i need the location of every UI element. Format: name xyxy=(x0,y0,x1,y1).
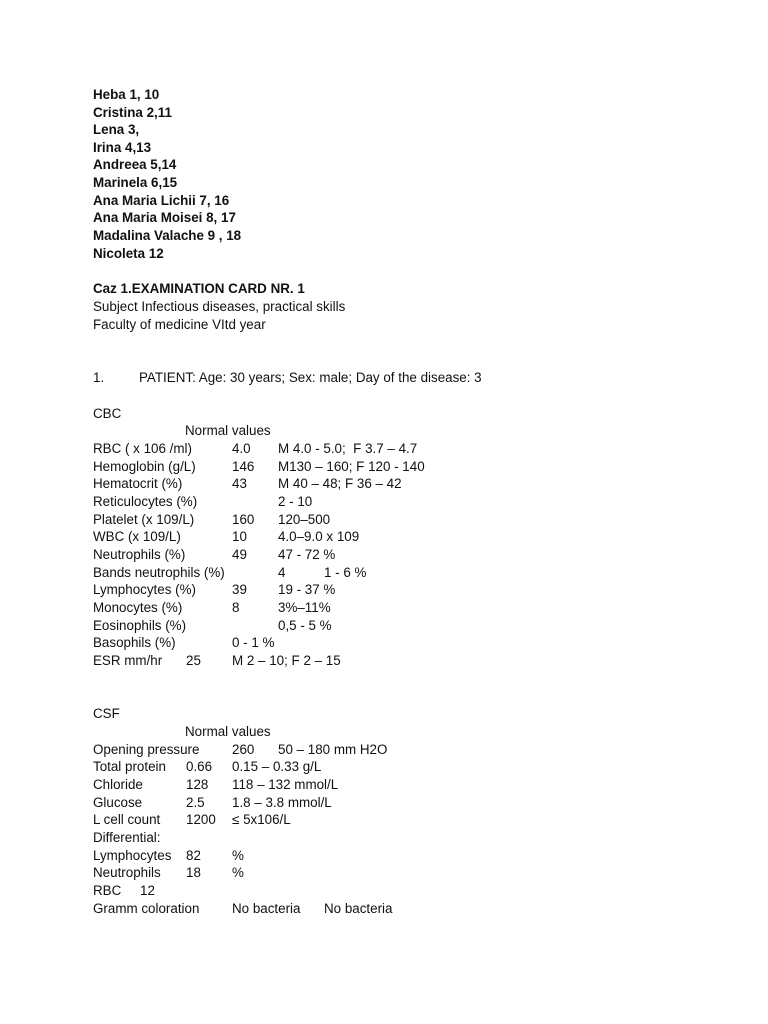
csf-row-value: 18 xyxy=(186,865,201,880)
csf-row-value: 2.5 xyxy=(186,795,205,810)
cbc-row-normal: M130 – 160; F 120 - 140 xyxy=(278,459,425,474)
assignment-line: Madalina Valache 9 , 18 xyxy=(93,228,242,243)
cbc-row-value: 4.0 xyxy=(232,441,251,456)
csf-row-normal: 1.8 – 3.8 mmol/L xyxy=(232,795,332,810)
card-subject: Subject Infectious diseases, practical skills xyxy=(93,299,346,314)
csf-row-normal: 118 – 132 mmol/L xyxy=(232,777,339,792)
cbc-row-value: 49 xyxy=(232,547,247,562)
cbc-row-normal: M 40 – 48; F 36 – 42 xyxy=(278,476,402,491)
cbc-row-normal: 3%–11% xyxy=(278,600,331,615)
csf-row-normal: % xyxy=(232,865,244,880)
card-faculty: Faculty of medicine VItd year xyxy=(93,317,266,332)
assignment-line: Marinela 6,15 xyxy=(93,175,178,190)
cbc-row-name: ESR mm/hr xyxy=(93,653,163,668)
assignment-line: Ana Maria Moisei 8, 17 xyxy=(93,210,236,225)
csf-row-name: Opening pressure xyxy=(93,742,200,757)
assignment-line: Lena 3, xyxy=(93,122,140,137)
assignment-line: Cristina 2,11 xyxy=(93,105,172,120)
patient-info: PATIENT: Age: 30 years; Sex: male; Day of the disease: 3 xyxy=(139,370,482,385)
csf-row-name: Neutrophils xyxy=(93,865,161,880)
cbc-row-name: Platelet (x 109/L) xyxy=(93,512,195,527)
cbc-row-name: Monocytes (%) xyxy=(93,600,183,615)
cbc-row-value: 146 xyxy=(232,459,255,474)
csf-row-value: 1200 xyxy=(186,812,216,827)
cbc-row-name: Lymphocytes (%) xyxy=(93,582,196,597)
cbc-row-normal: 2 - 10 xyxy=(278,494,313,509)
cbc-row-normal: 19 - 37 % xyxy=(278,582,336,597)
cbc-row-value: 160 xyxy=(232,512,255,527)
csf-row-name: Total protein xyxy=(93,759,166,774)
csf-row-value: No bacteria xyxy=(232,901,301,916)
csf-row-name: Differential: xyxy=(93,830,161,845)
csf-row-normal: % xyxy=(232,848,244,863)
csf-row-normal: ≤ 5x106/L xyxy=(232,812,291,827)
csf-heading: CSF xyxy=(93,706,120,721)
assignment-line: Heba 1, 10 xyxy=(93,87,160,102)
assignment-line: Nicoleta 12 xyxy=(93,246,164,261)
csf-row-value: 82 xyxy=(186,848,201,863)
csf-row-normal: No bacteria xyxy=(324,901,393,916)
csf-row-normal: 50 – 180 mm H2O xyxy=(278,742,388,757)
cbc-row-name: Eosinophils (%) xyxy=(93,618,187,633)
cbc-row-normal: 0,5 - 5 % xyxy=(278,618,332,633)
csf-row-name: L cell count xyxy=(93,812,161,827)
csf-row-value: 260 xyxy=(232,742,255,757)
csf-normal-header: Normal values xyxy=(185,724,271,739)
cbc-row-value: 8 xyxy=(232,600,240,615)
card-title: Caz 1.EXAMINATION CARD NR. 1 xyxy=(93,281,305,296)
csf-row-value: 12 xyxy=(140,883,155,898)
cbc-row-name: Hematocrit (%) xyxy=(93,476,183,491)
cbc-row-value: 4 xyxy=(278,565,286,580)
cbc-row-normal: 1 - 6 % xyxy=(324,565,367,580)
csf-row-name: Chloride xyxy=(93,777,143,792)
csf-row-name: Lymphocytes xyxy=(93,848,172,863)
csf-row-value: 0.66 xyxy=(186,759,213,774)
cbc-row-name: Reticulocytes (%) xyxy=(93,494,198,509)
cbc-row-name: Basophils (%) xyxy=(93,635,176,650)
assignment-line: Ana Maria Lichii 7, 16 xyxy=(93,193,230,208)
cbc-row-normal: 47 - 72 % xyxy=(278,547,336,562)
csf-row-name: RBC xyxy=(93,883,122,898)
patient-number: 1. xyxy=(93,370,105,385)
cbc-row-value: 10 xyxy=(232,529,247,544)
cbc-row-name: Bands neutrophils (%) xyxy=(93,565,225,580)
cbc-row-normal: M 4.0 - 5.0; F 3.7 – 4.7 xyxy=(278,441,418,456)
csf-row-name: Glucose xyxy=(93,795,143,810)
cbc-heading: CBC xyxy=(93,406,122,421)
cbc-row-name: Hemoglobin (g/L) xyxy=(93,459,196,474)
cbc-row-value: 25 xyxy=(186,653,201,668)
cbc-row-normal: 120–500 xyxy=(278,512,331,527)
cbc-row-value: 0 - 1 % xyxy=(232,635,275,650)
cbc-row-normal: 4.0–9.0 x 109 xyxy=(278,529,360,544)
cbc-row-name: WBC (x 109/L) xyxy=(93,529,181,544)
assignment-line: Andreea 5,14 xyxy=(93,157,177,172)
csf-row-name: Gramm coloration xyxy=(93,901,200,916)
assignment-line: Irina 4,13 xyxy=(93,140,152,155)
cbc-row-normal: M 2 – 10; F 2 – 15 xyxy=(232,653,341,668)
cbc-row-value: 43 xyxy=(232,476,247,491)
csf-row-value: 128 xyxy=(186,777,209,792)
cbc-row-name: Neutrophils (%) xyxy=(93,547,186,562)
cbc-row-name: RBC ( x 106 /ml) xyxy=(93,441,192,456)
csf-row-normal: 0.15 – 0.33 g/L xyxy=(232,759,322,774)
cbc-row-value: 39 xyxy=(232,582,247,597)
cbc-normal-header: Normal values xyxy=(185,423,271,438)
